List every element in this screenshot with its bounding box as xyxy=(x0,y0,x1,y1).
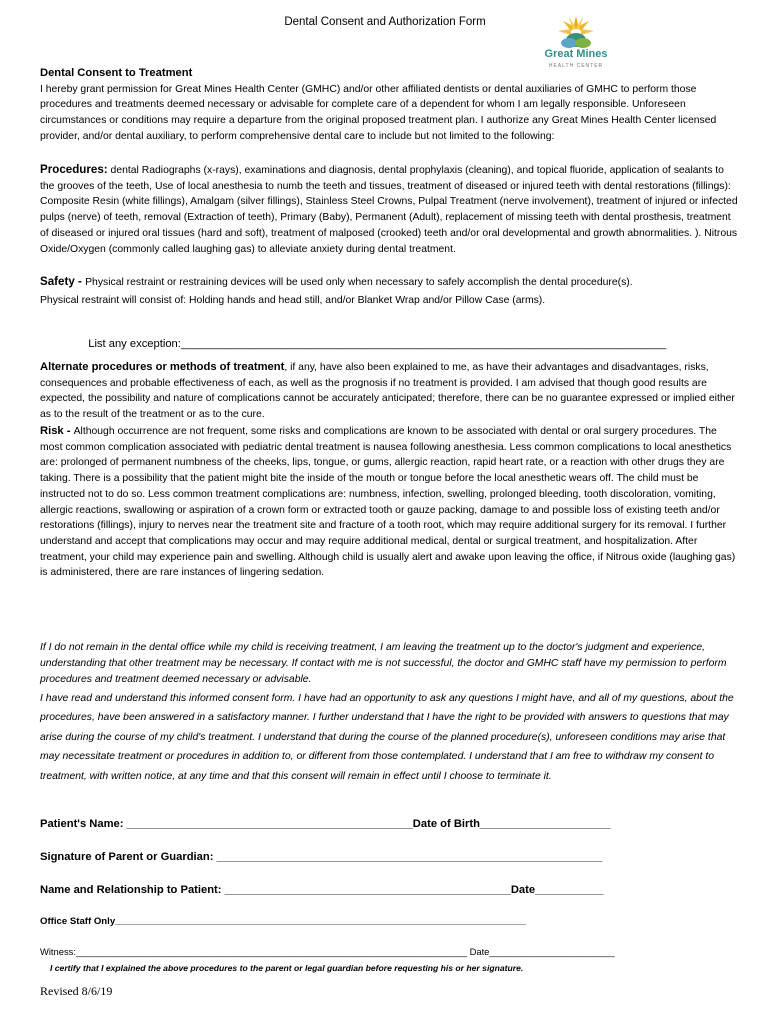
alternate-label: Alternate procedures or methods of treatment xyxy=(40,361,285,373)
risk-label: Risk - xyxy=(40,425,74,437)
relationship-field[interactable]: Name and Relationship to Patient: ______________________________________________Date___________ xyxy=(40,884,604,896)
witness-field[interactable]: Witness:___________________________________________________________________________ Date________________________ xyxy=(40,946,615,957)
logo-name: Great Mines xyxy=(544,48,608,60)
absence-paragraph: If I do not remain in the dental office while my child is receiving treatment, I am leaving the treatment up to the doctor's judgment and experience, understanding that other treatment may be necessary. If contact with me is not successful, the doctor and GMHC staff have my permission to perform procedures and treatment deemed necessary or advisable. xyxy=(40,642,727,686)
office-staff-field[interactable]: Office Staff Only_____________________________________________________________________________ xyxy=(40,916,527,927)
understanding-paragraph: I have read and understand this informed consent form. I have had an opportunity to ask any questions I might have, and all of my questions, about the procedures, have been answered in a satisfactory manner. I further understand that I have the right to be provided with answers to questions that may arise during the course of my child's treatment. I understand that during the course of the planned procedure(s), unforeseen conditions may arise that may necessitate treatment or procedures in addition to, or different from those contemplated. I understand that I am free to withdraw my consent to treatment, with written notice, at any time and that this consent will remain in effect until I choose to terminate it. xyxy=(40,692,734,782)
consent-heading: Dental Consent to Treatment xyxy=(40,67,193,79)
sunburst-logo-icon xyxy=(540,14,612,50)
safety-text: Physical restraint or restraining devices will be used only when necessary to safely accomplish the dental procedure(s). xyxy=(85,277,633,288)
procedures-text: dental Radiographs (x-rays), examinations and diagnosis, dental prophylaxis (cleaning), and topical fluoride, application of sealants to the grooves of the teeth, Use of local anesthesia to numb the teeth and tissues, treatment of diseased or injured teeth with dental restorations (fillings): Composite Resin (white fillings), Amalgam (silver fillings), Stainless Steel Crowns, Pulpal Treatment (nerve involvement), treatment of injured or infected pulps (nerve) of teeth, removal (Extraction of teeth), Primary (Baby), Permanent (Adult), replacement of missing teeth with dental prosthesis, treatment of diseased or injured oral tissues (hard and soft), treatment of malposed (crooked) teeth and/or oral developmental and growth abnormalities. ). Nitrous Oxide/Oxygen (commonly called laughing gas) to alleviate anxiety during dental treatment. xyxy=(40,165,738,255)
patient-name-field[interactable]: Patient's Name: ______________________________________________Date of Birth_____________________ xyxy=(40,818,611,830)
italic-section xyxy=(40,640,740,787)
safety-label: Safety - xyxy=(40,275,86,288)
risk-section xyxy=(40,424,740,581)
logo-subtitle: HEALTH CENTER xyxy=(548,63,604,69)
exception-blank[interactable]: ______________________________________________________________________________ xyxy=(180,338,667,350)
form-title: Dental Consent and Authorization Form xyxy=(284,16,486,28)
procedures-label: Procedures: xyxy=(40,163,108,176)
certification-statement: I certify that I explained the above procedures to the parent or legal guardian before requesting his or her signature. xyxy=(50,963,524,973)
consent-section xyxy=(40,66,740,145)
exception-label: List any exception: xyxy=(88,338,181,350)
restraint-text: Physical restraint will consist of: Holding hands and head still, and/or Blanket Wrap and/or Pillow Case (arms). xyxy=(40,294,546,306)
alternate-text: , if any, have also been explained to me, as have their advantages and disadvantages, risks, consequences and probable effectiveness of each, as well as the prognosis if no treatment is provided. I am advised that though good results are expected, the possibility and nature of complications cannot be accurately anticipated; therefore, there can be no guarantee expressed or implied either as to the result of the treatment or as to the cure. xyxy=(40,362,735,421)
great-mines-logo xyxy=(540,14,612,72)
procedures-section xyxy=(40,162,740,257)
risk-text: Although occurrence are not frequent, some risks and complications are known to be associated with dental or oral surgery procedures. The most common complication associated with pediatric dental treatment is nausea following anesthesia. Less common complications to local anesthetics are: prolonged of permanent numbness of the cheeks, lips, tongue, or gums, allergic reaction, rapid heart rate, or a reaction with other drugs they are taking. There is a possibility that the patient might bite the inside of the mouth or tongue before the local anesthetic wears off. The child must be instructed not to do so. Less common treatment complications are: numbness, infection, swelling, prolonged bleeding, tooth discoloration, vomiting, allergic reactions, swallowing or aspiration of a crown form or extracted tooth or gauze packing, damage to and possible loss of existing teeth and/or restorations (fillings), injury to nerves near the treatment site and fracture of a tooth root, which may require additional surgery for its removal. I further understand and accept that complications may occur and may require additional medical, dental or surgical treatment, and hospitalization. After treatment, your child may experience pain and swelling. Although child is usually alert and awake upon leaving the office, if Nitrous oxide (laughing gas) is administered, there are rare instances of lingering sedation. xyxy=(40,426,736,579)
exception-field[interactable] xyxy=(82,326,666,350)
safety-section xyxy=(40,274,740,308)
guardian-signature-field[interactable]: Signature of Parent or Guardian: ______________________________________________________________ xyxy=(40,851,603,863)
revision-date: Revised 8/6/19 xyxy=(40,984,113,998)
alternate-section xyxy=(40,360,740,423)
consent-text: I hereby grant permission for Great Mines Health Center (GMHC) and/or other affiliated dentists or dental auxiliaries of GMHC to perform those procedures and treatments deemed necessary or advisable for complete care of a dependent for whom I am legally responsible. Unforeseen circumstances or conditions may require a departure from the original proposed treatment plan. I authorize any Great Mines Health Center licensed provider, and/or dental auxiliary, to perform comprehensive dental care to include but not limited to the following: xyxy=(40,83,717,142)
